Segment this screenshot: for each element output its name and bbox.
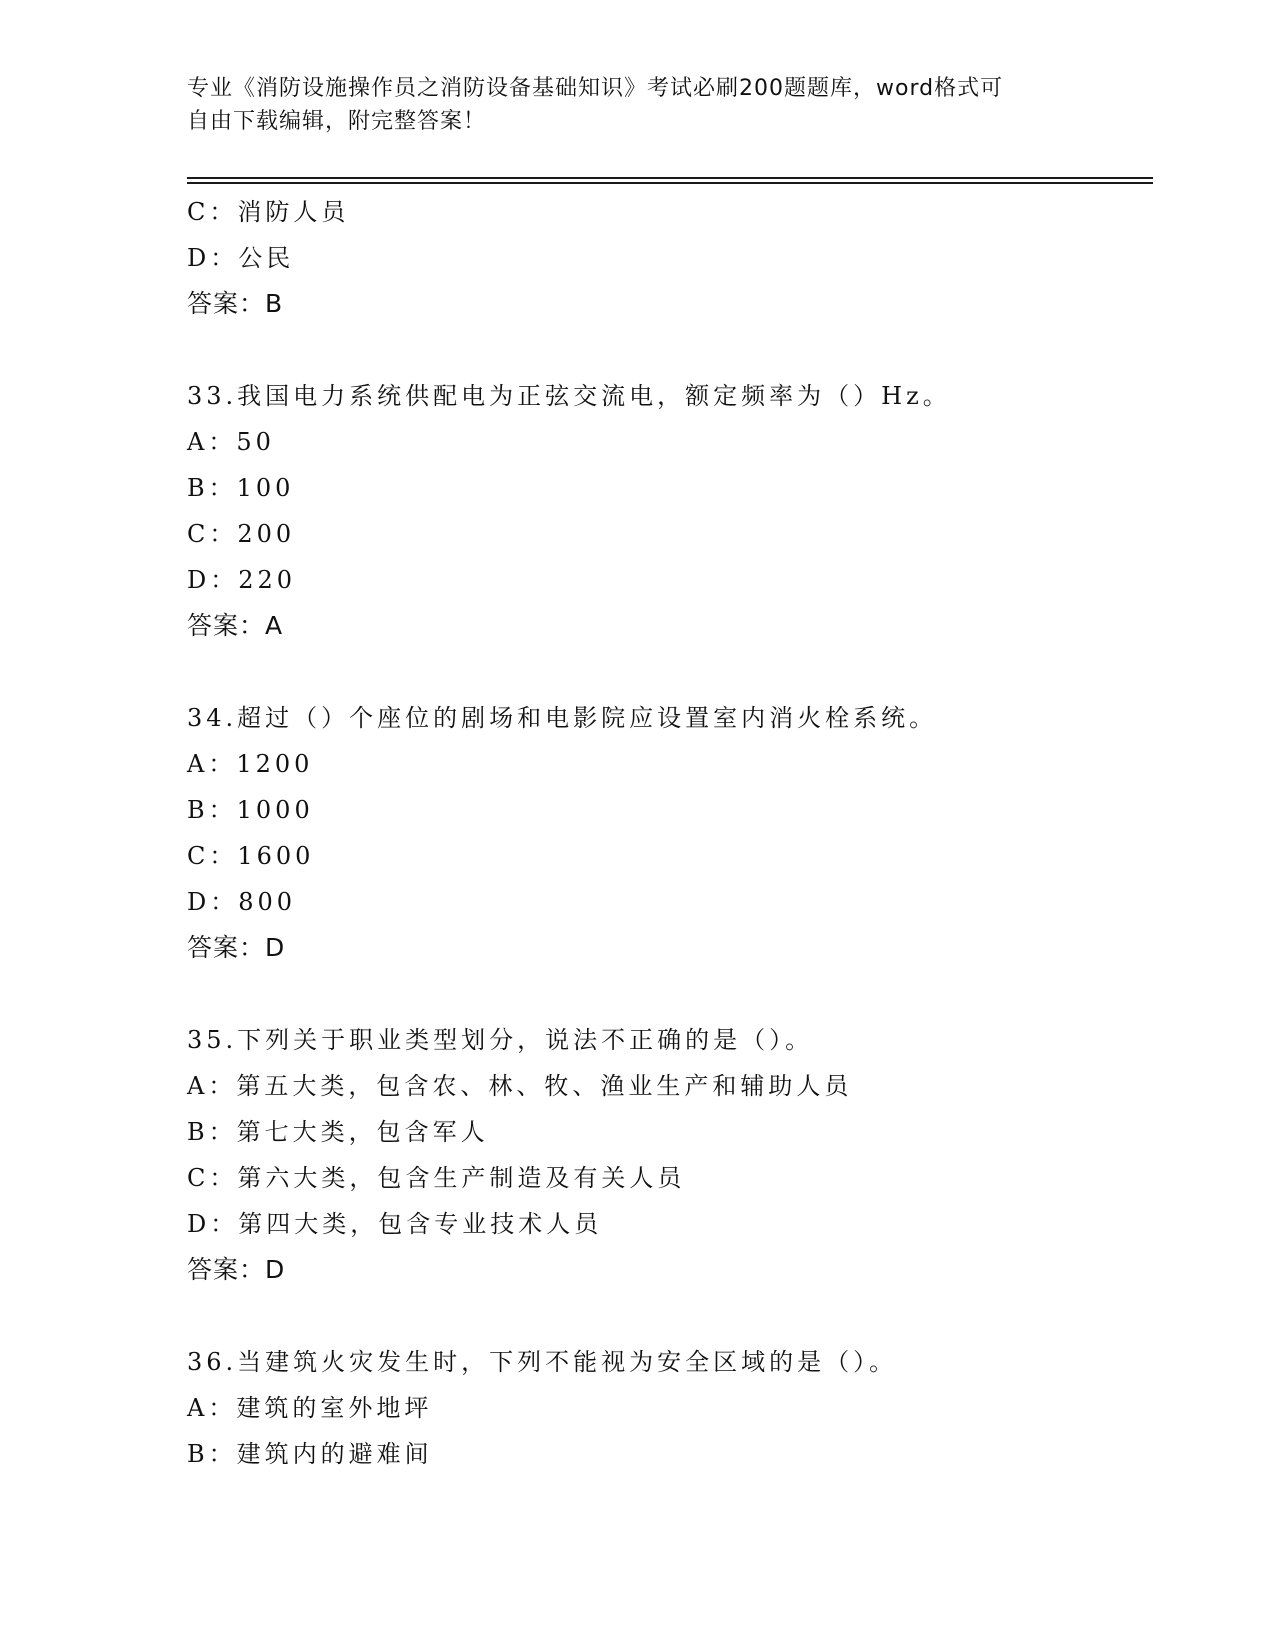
option-c: C：第六大类，包含生产制造及有关人员 [187, 1164, 686, 1192]
question-block-36 [187, 1339, 1147, 1477]
option-d: D：公民 [187, 244, 295, 272]
question-block-35 [187, 1017, 1147, 1293]
option-c: C：1600 [187, 842, 315, 870]
question-stem: 36.当建筑火灾发生时，下列不能视为安全区域的是（）。 [187, 1348, 898, 1376]
option-d: D：第四大类，包含专业技术人员 [187, 1210, 603, 1238]
header-title-line-1: 专业《消防设施操作员之消防设备基础知识》考试必刷200题题库，word格式可 [187, 76, 1004, 101]
option-b: B：100 [187, 474, 295, 502]
question-stem: 34.超过（）个座位的剧场和电影院应设置室内消火栓系统。 [187, 704, 938, 732]
spacer [187, 1293, 1147, 1339]
option-a: A：第五大类，包含农、林、牧、渔业生产和辅助人员 [187, 1072, 853, 1100]
option-a: A：建筑的室外地坪 [187, 1394, 433, 1422]
header-divider-top [187, 177, 1153, 179]
answer-line: 答案：B [187, 289, 284, 318]
option-c: C：200 [187, 520, 296, 548]
question-block-33 [187, 373, 1147, 649]
document-header [187, 72, 1087, 138]
option-d: D：220 [187, 566, 297, 594]
header-divider-bottom [187, 182, 1153, 184]
answer-line: 答案：D [187, 1255, 286, 1284]
spacer [187, 971, 1147, 1017]
question-stem: 35.下列关于职业类型划分，说法不正确的是（）。 [187, 1026, 814, 1054]
spacer [187, 649, 1147, 695]
option-b: B：建筑内的避难间 [187, 1440, 433, 1468]
option-a: A：50 [187, 428, 275, 456]
option-a: A：1200 [187, 750, 314, 778]
header-title-line-2: 自由下载编辑，附完整答案！ [187, 109, 487, 134]
spacer [187, 327, 1147, 373]
option-b: B：第七大类，包含军人 [187, 1118, 489, 1146]
question-list [187, 189, 1147, 1477]
option-b: B：1000 [187, 796, 314, 824]
question-stem: 33.我国电力系统供配电为正弦交流电，额定频率为（）Hz。 [187, 382, 951, 410]
answer-line: 答案：A [187, 611, 284, 640]
answer-line: 答案：D [187, 933, 286, 962]
previous-question-tail [187, 189, 1147, 327]
question-block-34 [187, 695, 1147, 971]
option-d: D：800 [187, 888, 297, 916]
option-c: C：消防人员 [187, 198, 350, 226]
